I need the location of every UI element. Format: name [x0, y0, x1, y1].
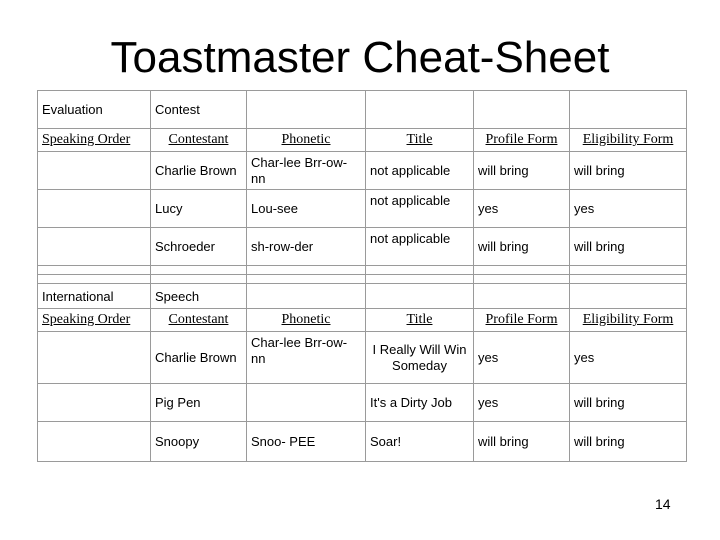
profile-form-cell: will bring [474, 228, 570, 266]
international-column-headers [38, 309, 687, 332]
table-row [38, 152, 687, 190]
contest-label: Contest [151, 91, 247, 129]
contestant-header: Contestant [151, 129, 247, 152]
profile-form-header: Profile Form [474, 129, 570, 152]
profile-form-cell: yes [474, 190, 570, 228]
title-cell: I Really Will Win Someday [366, 332, 474, 384]
eligibility-form-cell: will bring [570, 228, 687, 266]
title-cell: not applicable [366, 228, 474, 266]
title-cell: Soar! [366, 422, 474, 462]
profile-form-header: Profile Form [474, 309, 570, 332]
eligibility-form-cell: yes [570, 332, 687, 384]
profile-form-cell: yes [474, 332, 570, 384]
contestant-cell: Lucy [151, 190, 247, 228]
phonetic-cell [247, 384, 366, 422]
profile-form-cell: will bring [474, 152, 570, 190]
spacer-row [38, 266, 687, 275]
title-header: Title [366, 129, 474, 152]
eligibility-form-cell: yes [570, 190, 687, 228]
contestant-cell: Charlie Brown [151, 332, 247, 384]
phonetic-cell: Snoo- PEE [247, 422, 366, 462]
evaluation-section-header [38, 91, 687, 129]
page-number: 14 [655, 496, 671, 512]
contestant-cell: Charlie Brown [151, 152, 247, 190]
speaking-order-header: Speaking Order [38, 309, 151, 332]
contestant-cell: Snoopy [151, 422, 247, 462]
eligibility-form-cell: will bring [570, 422, 687, 462]
evaluation-label: Evaluation [38, 91, 151, 129]
spacer-row [38, 275, 687, 284]
eligibility-form-header: Eligibility Form [570, 309, 687, 332]
title-cell: It's a Dirty Job [366, 384, 474, 422]
page-title: Toastmaster Cheat-Sheet [110, 33, 610, 82]
table-row [38, 190, 687, 228]
contestant-cell: Pig Pen [151, 384, 247, 422]
eligibility-form-cell: will bring [570, 384, 687, 422]
evaluation-column-headers [38, 129, 687, 152]
eligibility-form-cell: will bring [570, 152, 687, 190]
phonetic-cell: Char-lee Brr-ow-nn [247, 332, 366, 384]
phonetic-cell: Lou-see [247, 190, 366, 228]
international-section-header [38, 284, 687, 309]
profile-form-cell: yes [474, 384, 570, 422]
title-header: Title [366, 309, 474, 332]
contestant-header: Contestant [151, 309, 247, 332]
cheat-sheet-table [37, 90, 687, 462]
title-cell: not applicable [366, 152, 474, 190]
table-row [38, 332, 687, 384]
title-cell: not applicable [366, 190, 474, 228]
table-row [38, 228, 687, 266]
speaking-order-header: Speaking Order [38, 129, 151, 152]
phonetic-header: Phonetic [247, 129, 366, 152]
phonetic-header: Phonetic [247, 309, 366, 332]
profile-form-cell: will bring [474, 422, 570, 462]
international-label: International [38, 284, 151, 309]
table-row [38, 422, 687, 462]
phonetic-cell: sh-row-der [247, 228, 366, 266]
phonetic-cell: Char-lee Brr-ow-nn [247, 152, 366, 190]
eligibility-form-header: Eligibility Form [570, 129, 687, 152]
speech-label: Speech [151, 284, 247, 309]
contestant-cell: Schroeder [151, 228, 247, 266]
table-row [38, 384, 687, 422]
